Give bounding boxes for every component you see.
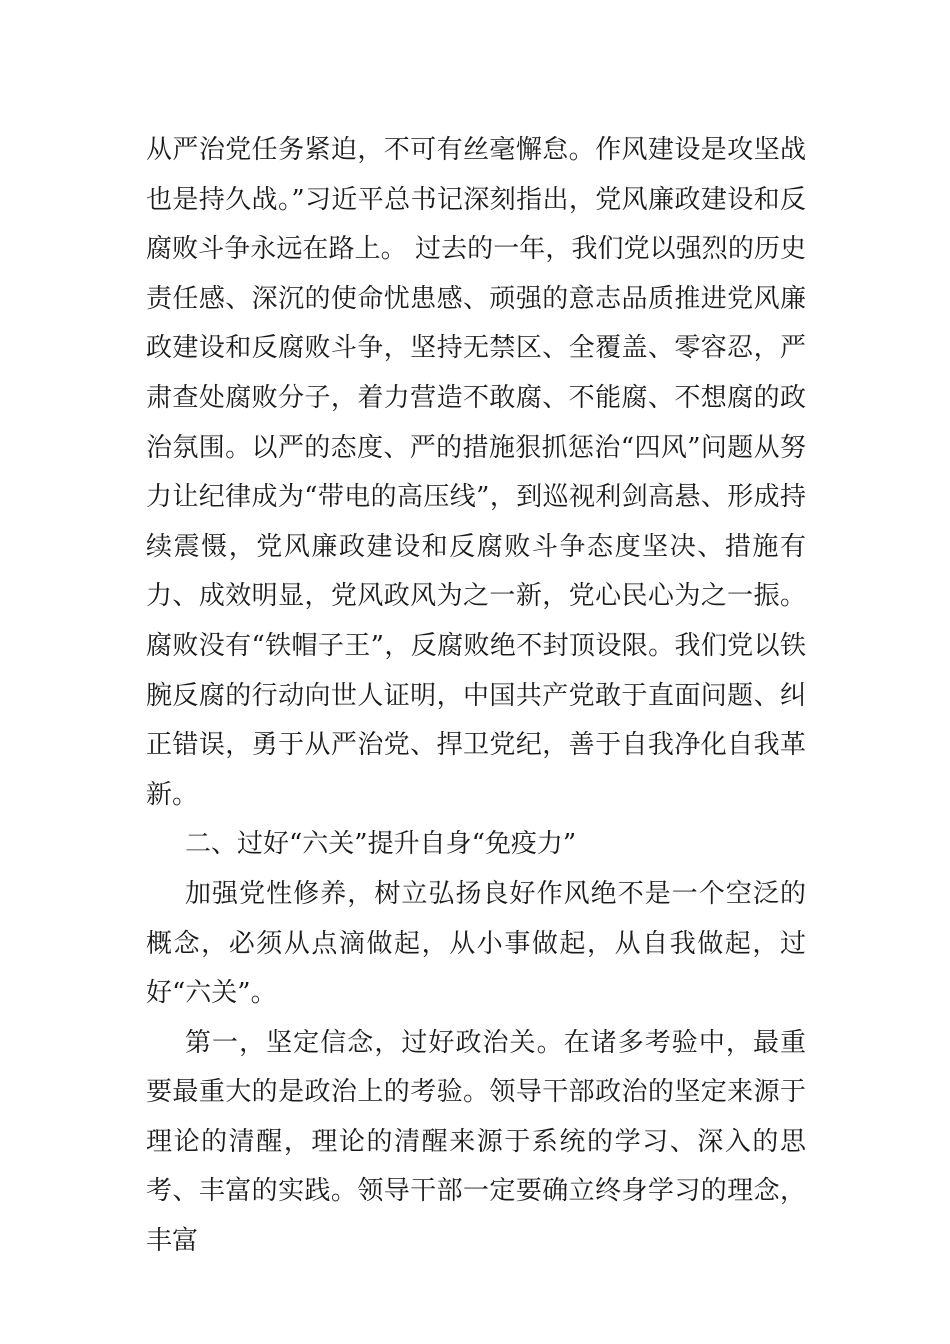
- body-paragraph-continuation: 从严治党任务紧迫，不可有丝毫懈怠。作风建设是攻坚战也是持久战。”习近平总书记深刻指出，党风廉政建设和反腐败斗争永远在路上。 过去的一年，我们党以强烈的历史责任感、深沉的使命忧患感、顽强的意志品质推进党风廉政建设和反腐败斗争，坚持无禁区、全覆盖、零容忍，严肃查处腐败分子，着力营造不敢腐、不能腐、不想腐的政治氛围。以严的态度、严的措施狠抓惩治“四风”问题从努力让纪律成为“带电的高压线”，到巡视利剑高悬、形成持续震慑，党风廉政建设和反腐败斗争态度坚决、措施有力、成效明显，党风政风为之一新，党心民心为之一振。腐败没有“铁帽子王”，反腐败绝不封顶设限。我们党以铁腕反腐的行动向世人证明，中国共产党敢于直面问题、纠正错误，勇于从严治党、捍卫党纪，善于自我净化自我革新。: [146, 135, 806, 810]
- body-paragraph-party-spirit: 加强党性修养，树立弘扬良好作风绝不是一个空泛的概念，必须从点滴做起，从小事做起，从自我做起，过好“六关”。: [146, 878, 806, 1009]
- document-page: [146, 126, 806, 1267]
- section-heading-six-passes: 二、过好“六关”提升自身“免疫力”: [185, 829, 577, 860]
- body-paragraph-political-pass: 第一，坚定信念，过好政治关。在诸多考验中，最重要最重大的是政治上的考验。领导干部政治的坚定来源于理论的清醒，理论的清醒来源于系统的学习、深入的思考、丰富的实践。领导干部一定要确立终身学习的理念，丰富: [146, 1027, 806, 1257]
